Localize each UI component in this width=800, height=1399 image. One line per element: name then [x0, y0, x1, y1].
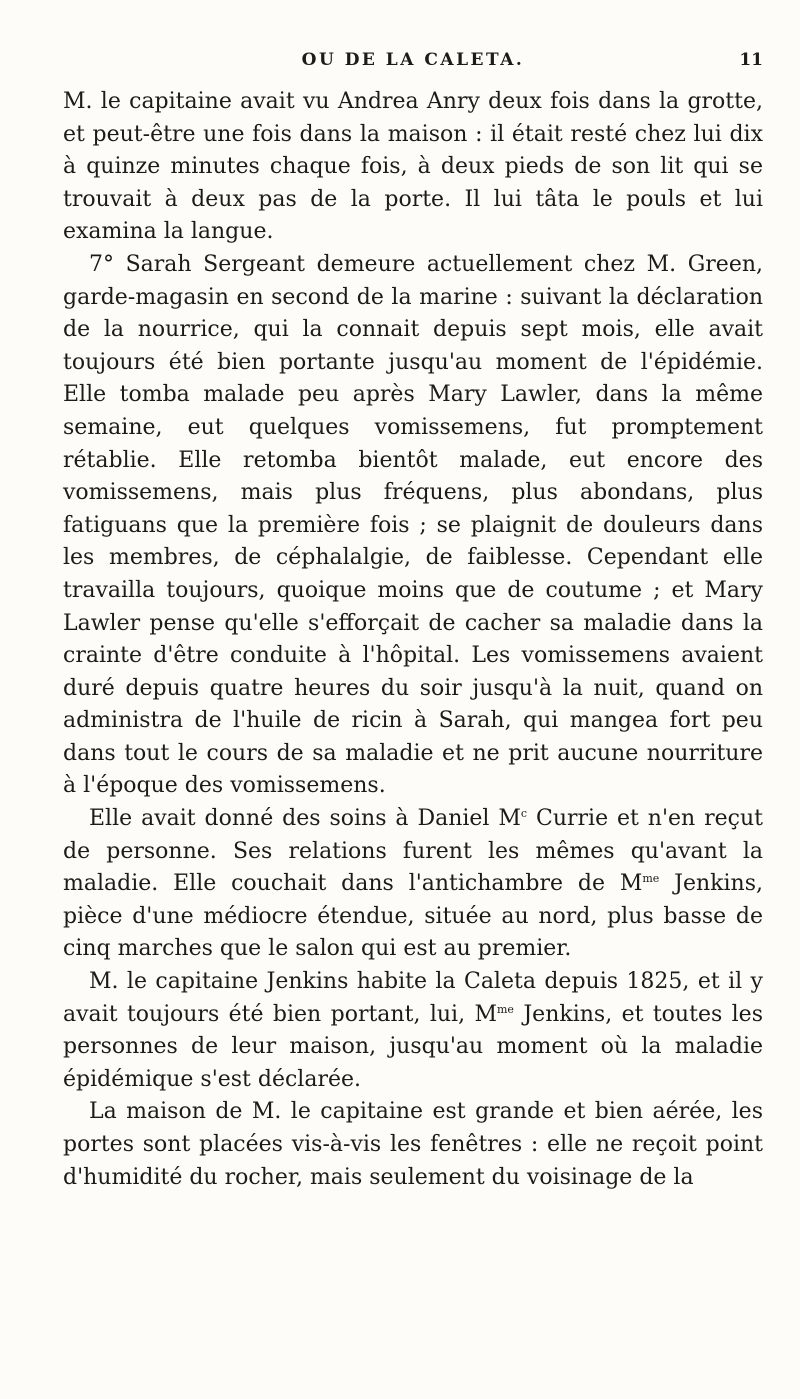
text-run: Currie et n'en reçut de personne. Ses relations furent les mêmes qu'avant la maladie. Elle couchait dans l'antichambre de M: [63, 806, 763, 897]
running-head: [63, 50, 763, 80]
body-text: [63, 86, 763, 1194]
superscript: c: [520, 807, 528, 821]
superscript: me: [642, 872, 660, 886]
text-run: Jenkins, pièce d'une médiocre étendue, située au nord, plus basse de cinq marches que le salon qui est au premier.: [63, 871, 763, 962]
paragraph: La maison de M. le capitaine est grande et bien aérée, les portes sont placées vis-à-vis les fenêtres : elle ne reçoit point d'humidité du rocher, mais seulement du voisinage de la: [63, 1099, 763, 1190]
text-run: Elle avait donné des soins à Daniel M: [89, 806, 521, 832]
text-run: Jenkins, et toutes les personnes de leur maison, jusqu'au moment où la maladie épidémique s'est déclarée.: [63, 1001, 763, 1092]
superscript: me: [497, 1002, 514, 1016]
text-run: M. le capitaine Jenkins habite la Caleta depuis 1825, et il y avait toujours été bien portant, lui, M: [63, 969, 763, 1027]
paragraph: [63, 803, 763, 966]
book-page: [63, 50, 763, 1194]
running-title: OU DE LA CALETA.: [301, 50, 525, 70]
paragraph: [63, 966, 763, 1096]
paragraph: 7° Sarah Sergeant demeure actuellement chez M. Green, garde-magasin en second de la marine : suivant la déclaration de la nourrice, qui la connait depuis sept mois, elle avait toujours été bien portante jusqu'au moment de l'épidémie. Elle tomba malade peu après Mary Lawler, dans la même semaine, eut quelques vomissemens, fut promptement rétablie. Elle retomba bientôt malade, eut encore des vomissemens, mais plus fréquens, plus abondans, plus fatiguans que la première fois ; se plaignit de douleurs dans les membres, de céphalalgie, de faiblesse. Cependant elle travailla toujours, quoique moins que de coutume ; et Mary Lawler pense qu'elle s'efforçait de cacher sa maladie dans la crainte d'être conduite à l'hôpital. Les vomissemens avaient duré depuis quatre heures du soir jusqu'à la nuit, quand on administra de l'huile de ricin à Sarah, qui mangea fort peu dans tout le cours de sa maladie et ne prit aucune nourriture à l'époque des vomissemens.: [63, 251, 763, 799]
page-number: 11: [739, 50, 763, 70]
paragraph: M. le capitaine avait vu Andrea Anry deux fois dans la grotte, et peut-être une fois dans la maison : il était resté chez lui dix à quinze minutes chaque fois, à deux pieds de son lit qui se trouvait à deux pas de la porte. Il lui tâta le pouls et lui examina la langue.: [63, 89, 763, 245]
